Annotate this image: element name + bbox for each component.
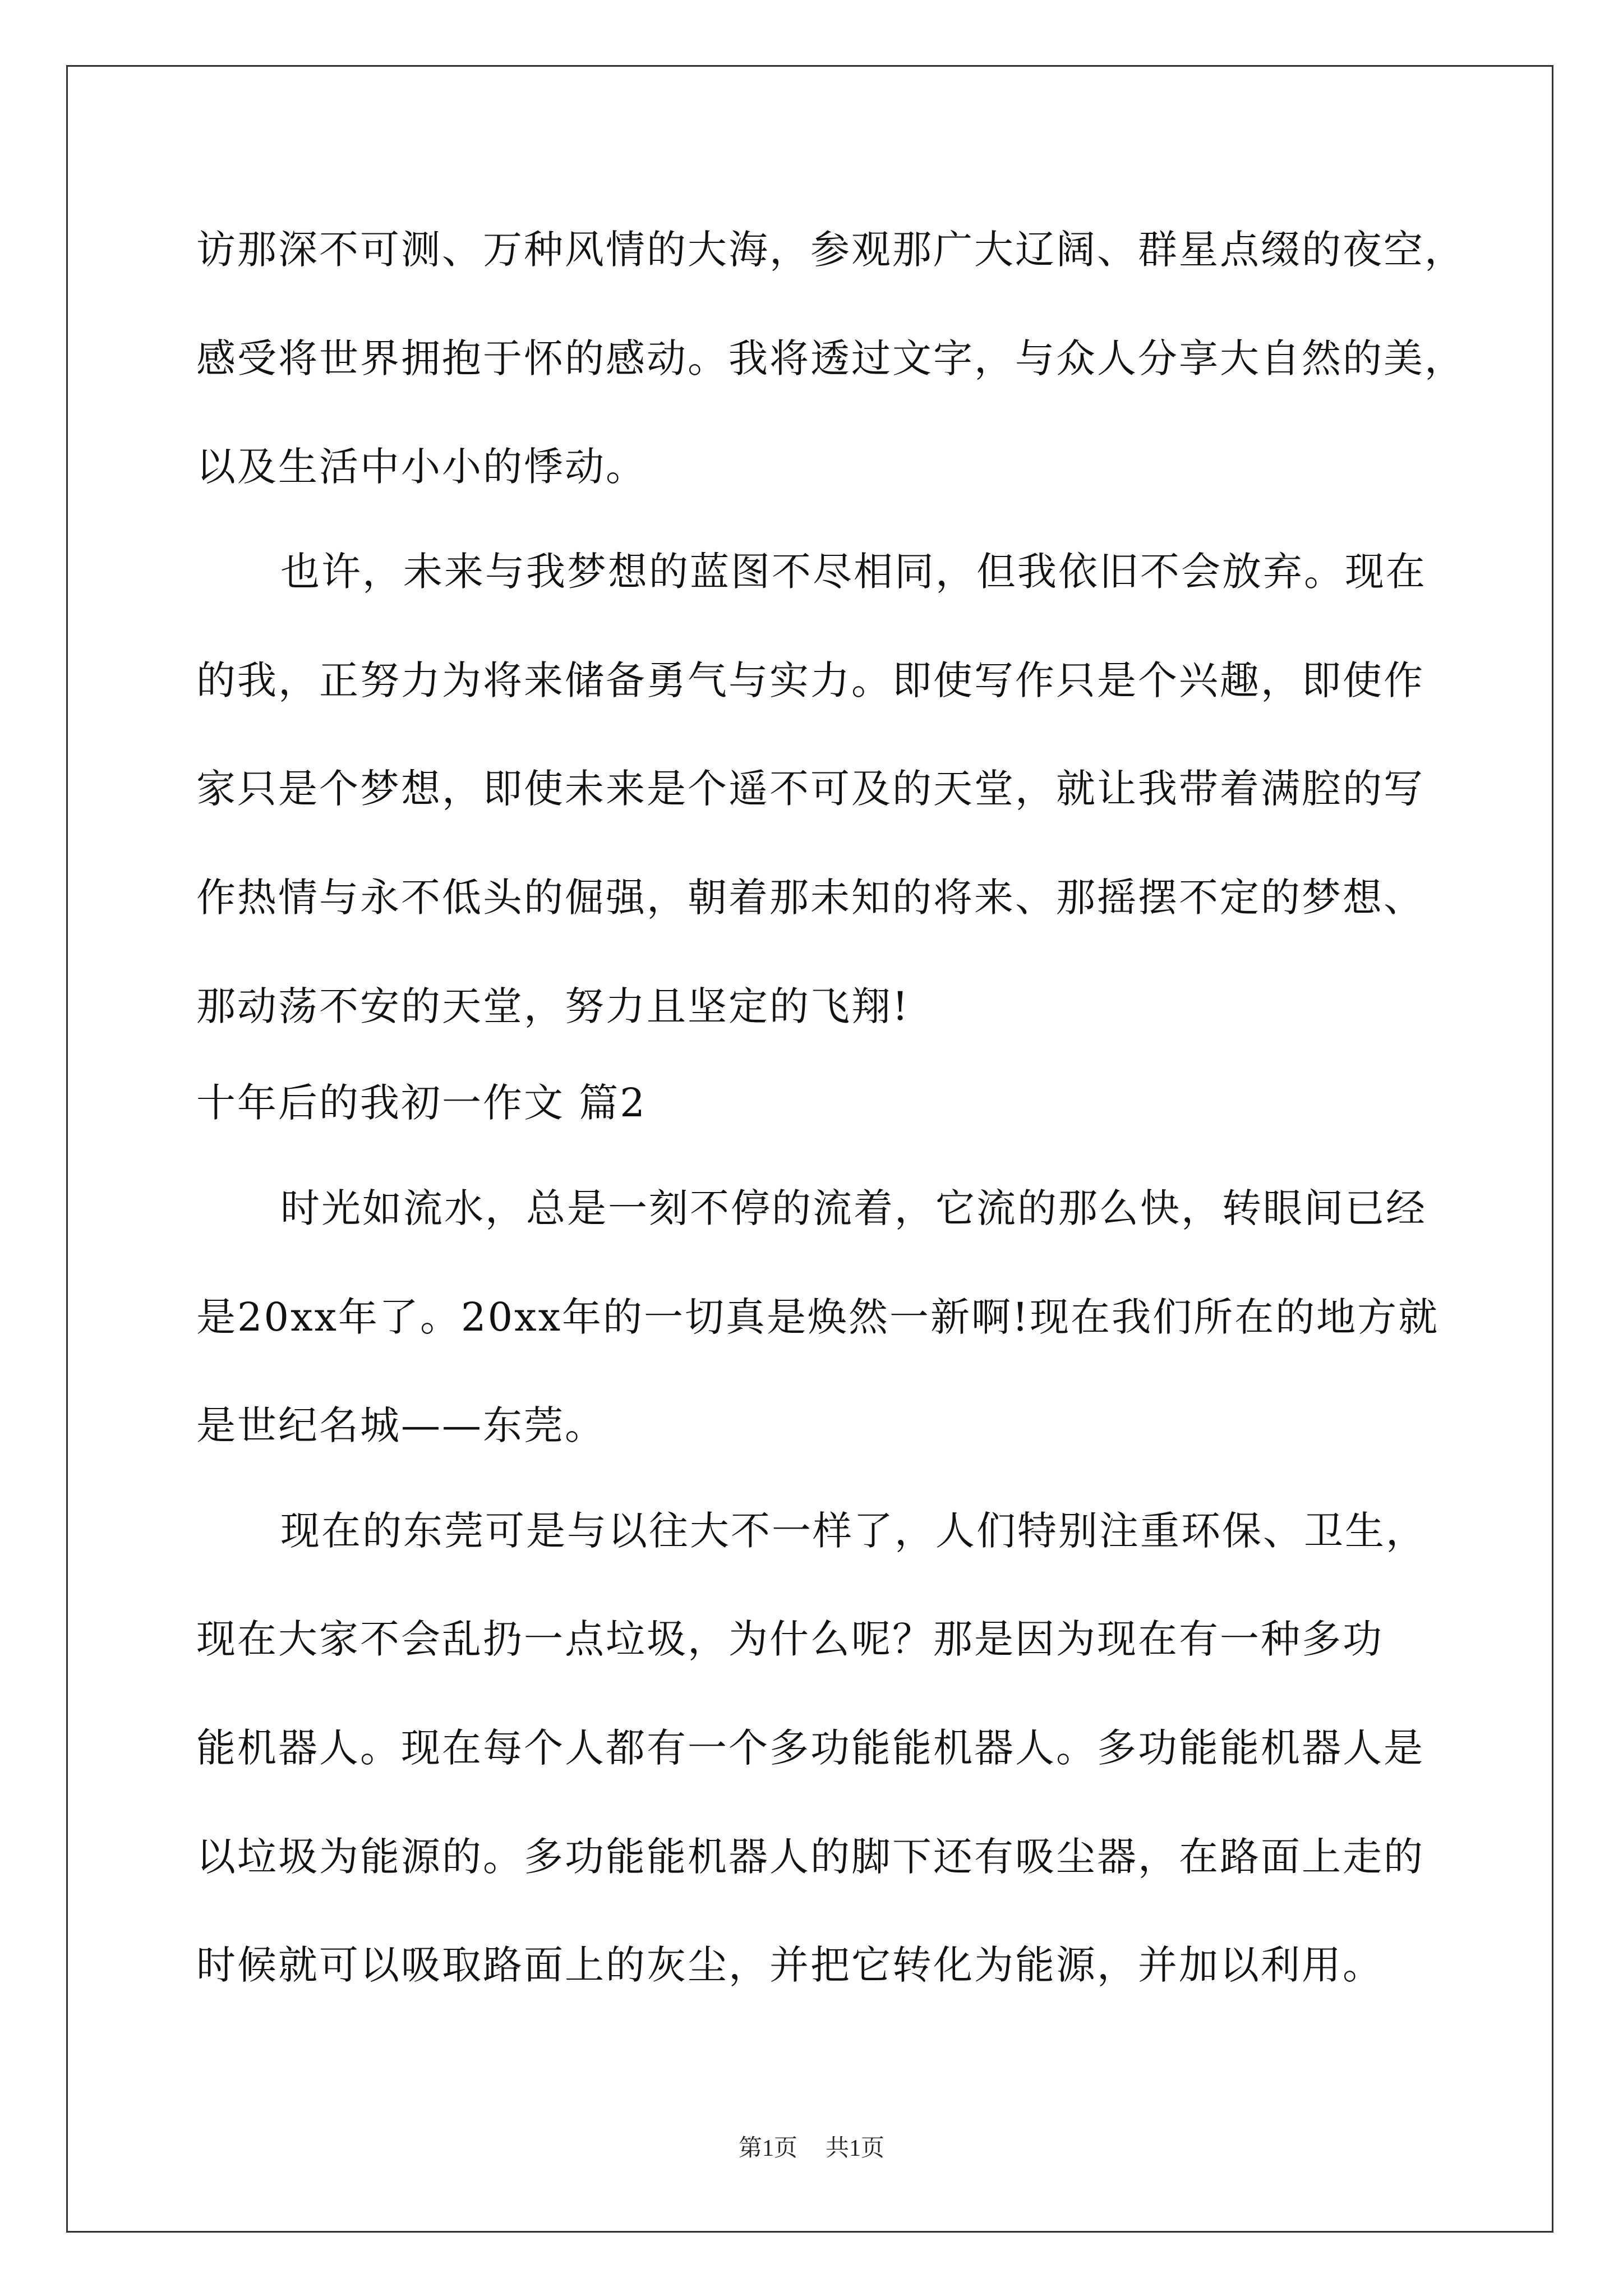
text-line: 以及生活中小小的悸动。	[196, 444, 647, 490]
page-number: 第1页	[738, 2136, 797, 2161]
text-line: 访那深不可测、万种风情的大海，参观那广大辽阔、群星点缀的夜空，	[196, 227, 1465, 273]
text-line: 是20xx年了。20xx年的一切真是焕然一新啊!现在我们所在的地方就	[196, 1294, 1440, 1340]
page-border	[66, 65, 1553, 2233]
paragraph-start: 时光如流水，总是一刻不停的流着，它流的那么快，转眼间已经	[280, 1185, 1427, 1231]
text-line: 作热情与永不低头的倔强，朝着那未知的将来、那摇摆不定的梦想、	[196, 875, 1424, 921]
text-line: 以垃圾为能源的。多功能能机器人的脚下还有吸尘器，在路面上走的	[196, 1834, 1424, 1880]
text-line: 家只是个梦想，即使未来是个遥不可及的天堂，就让我带着满腔的写	[196, 766, 1424, 812]
paragraph-start: 也许，未来与我梦想的蓝图不尽相同，但我依旧不会放弃。现在	[280, 549, 1427, 595]
text-line: 感受将世界拥抱于怀的感动。我将透过文字，与众人分享大自然的美，	[196, 335, 1465, 381]
page-footer	[0, 2132, 1623, 2165]
text-line: 的我，正努力为将来储备勇气与实力。即使写作只是个兴趣，即使作	[196, 657, 1424, 703]
section-heading: 十年后的我初一作文 篇2	[196, 1080, 647, 1126]
text-line: 时候就可以吸取路面上的灰尘，并把它转化为能源，并加以利用。	[196, 1942, 1384, 1988]
text-line: 那动荡不安的天堂，努力且坚定的飞翔!	[196, 983, 910, 1029]
page-total: 共1页	[826, 2136, 885, 2161]
text-line: 能机器人。现在每个人都有一个多功能能机器人。多功能能机器人是	[196, 1725, 1424, 1771]
text-line: 是世纪名城——东莞。	[196, 1402, 606, 1448]
text-line: 现在大家不会乱扔一点垃圾，为什么呢？那是因为现在有一种多功	[196, 1616, 1384, 1662]
paragraph-start: 现在的东莞可是与以往大不一样了，人们特别注重环保、卫生，	[280, 1508, 1427, 1554]
